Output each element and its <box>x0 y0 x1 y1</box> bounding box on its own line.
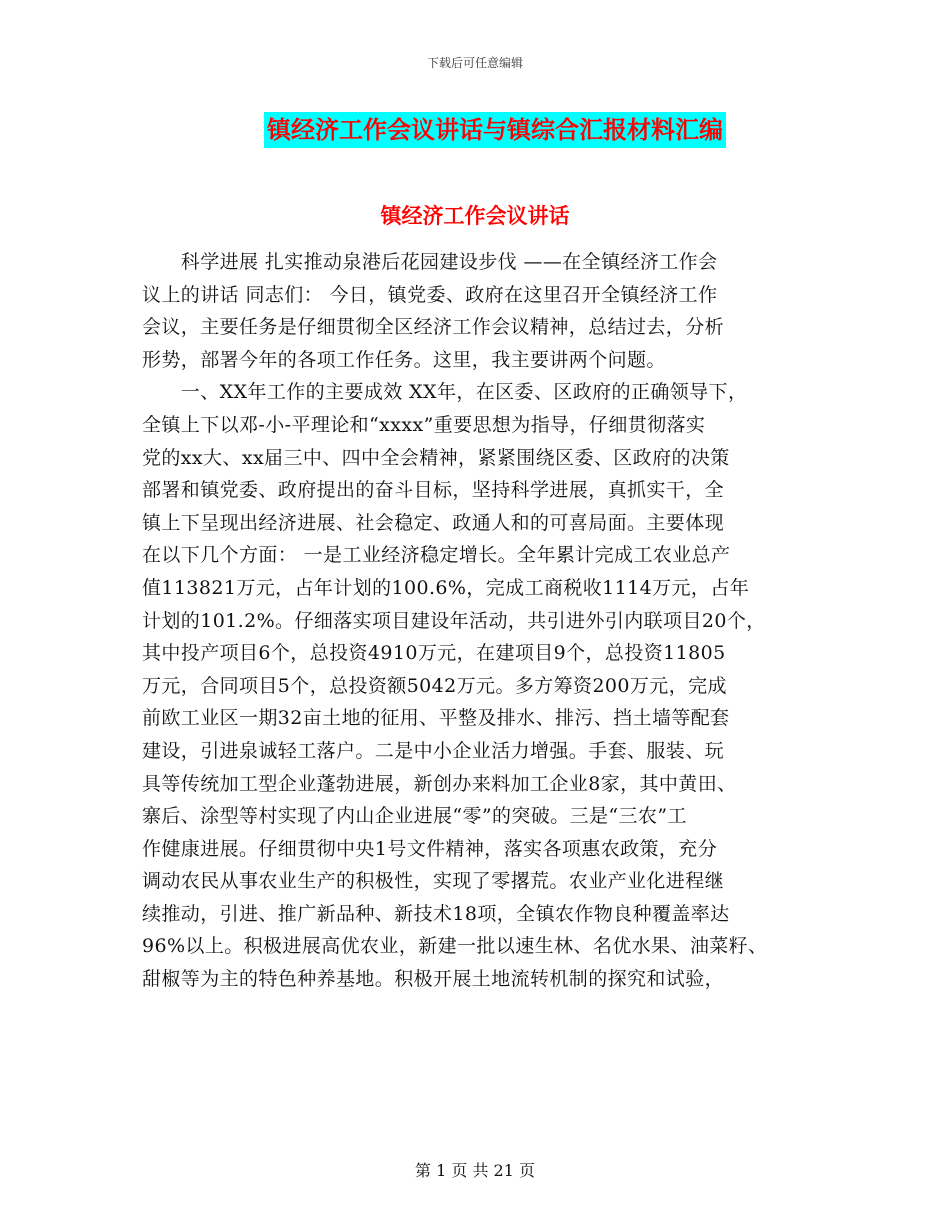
body-line: 前欧工业区一期32亩土地的征用、平整及排水、排污、挡土墙等配套 <box>142 707 730 730</box>
body-line: 部署和镇党委、政府提出的奋斗目标，坚持科学进展，真抓实干，全 <box>142 479 725 502</box>
body-line: 其中投产项目6个，总投资4910万元，在建项目9个，总投资11805 <box>142 642 726 665</box>
body-line: 计划的101.2%。仔细落实项目建设年活动，共引进外引内联项目20个， <box>142 609 766 632</box>
header-note: 下载后可任意编辑 <box>426 56 523 70</box>
body-line: 建设，引进泉诚轻工落户。二是中小企业活力增强。手套、服装、玩 <box>142 739 725 762</box>
body-line: 具等传统加工型企业蓬勃进展，新创办来料加工企业8家，其中黄田、 <box>142 772 737 795</box>
body-line: 全镇上下以邓-小-平理论和“xxxx”重要思想为指导，仔细贯彻落实 <box>142 413 706 436</box>
body-line: 作健康进展。仔细贯彻中央1号文件精神，落实各项惠农政策，充分 <box>142 837 718 860</box>
section-title: 镇经济工作会议讲话 <box>380 204 570 228</box>
body-line: 96%以上。积极进展高优农业，新建一批以速生林、名优水果、油菜籽、 <box>142 935 768 958</box>
body-line: 一、XX年工作的主要成效 XX年，在区委、区政府的正确领导下， <box>142 381 748 404</box>
body-line: 万元，合同项目5个，总投资额5042万元。多方筹资200万元，完成 <box>142 674 727 697</box>
body-text <box>142 246 832 996</box>
body-line: 寨后、涂型等村实现了内山企业进展“零”的突破。三是“三农”工 <box>142 805 687 828</box>
body-line: 议上的讲话 同志们： 今日，镇党委、政府在这里召开全镇经济工作 <box>142 283 718 306</box>
body-line: 甜椒等为主的特色种养基地。积极开展土地流转机制的探究和试验， <box>142 968 725 991</box>
body-line: 形势，部署今年的各项工作任务。这里，我主要讲两个问题。 <box>142 348 666 371</box>
page-footer: 第 1 页 共 21 页 <box>415 1161 535 1180</box>
body-line: 会议，主要任务是仔细贯彻全区经济工作会议精神，总结过去，分析 <box>142 316 725 339</box>
body-line: 续推动，引进、推广新品种、新技术18项，全镇农作物良种覆盖率达 <box>142 902 730 925</box>
body-line: 调动农民从事农业生产的积极性，实现了零撂荒。农业产业化进程继 <box>142 870 725 893</box>
body-line: 党的xx大、xx届三中、四中全会精神，紧紧围绕区委、区政府的决策 <box>142 446 730 469</box>
body-line: 在以下几个方面： 一是工业经济稳定增长。全年累计完成工农业总产 <box>142 544 731 567</box>
body-line: 科学进展 扎实推动泉港后花园建设步伐 ——在全镇经济工作会 <box>142 251 718 273</box>
body-line: 镇上下呈现出经济进展、社会稳定、政通人和的可喜局面。主要体现 <box>142 511 725 534</box>
main-title: 镇经济工作会议讲话与镇综合汇报材料汇编 <box>264 112 726 148</box>
main-title-container <box>0 112 950 148</box>
body-line: 值113821万元，占年计划的100.6%，完成工商税收1114万元，占年 <box>142 576 750 599</box>
